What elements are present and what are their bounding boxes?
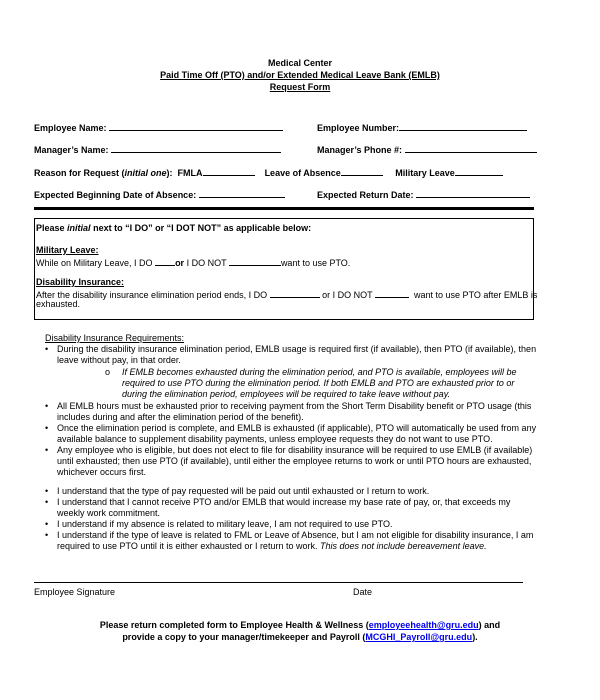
form-subtitle: Request Form <box>269 82 331 92</box>
disability-do-field[interactable] <box>270 288 320 298</box>
disability-election: After the disability insurance elimination period ends, I DO or I DO NOT want to use PTO after EMLB is <box>36 290 538 300</box>
section-divider <box>34 207 534 210</box>
manager-phone-row <box>317 143 537 156</box>
employee-name-row <box>34 121 283 134</box>
date-label: Date <box>353 587 373 597</box>
list-item: • All EMLB hours must be exhausted prior to receiving payment from the Short Term Disability benefit or PTO usage (this includes during and after the elimination period of the benefit). <box>45 401 532 422</box>
list-item: • I understand that I cannot receive PTO and/or EMLB that would increase my base rate of pay, or, that exceeds my weekly work commitment. <box>45 497 511 518</box>
employee-name-label: Employee Name: <box>34 123 107 133</box>
employee-number-field[interactable] <box>399 121 527 131</box>
fmla-label: FMLA <box>177 168 203 178</box>
employee-number-row <box>317 121 527 134</box>
list-item: • During the disability insurance elimination period, EMLB usage is required first (if available), then PTO (if available), then leave without pay, in that order. <box>45 344 537 365</box>
footer-line-1: Please return completed form to Employee Health & Wellness (employeehealth@gru.edu) and <box>99 620 501 630</box>
manager-phone-field[interactable] <box>405 143 537 153</box>
loa-label: Leave of Absence <box>264 168 341 178</box>
return-date-label: Expected Return Date: <box>317 190 414 200</box>
manager-name-row <box>34 143 281 156</box>
list-item: • Any employee who is eligible, but does not elect to file for disability insurance will be required to use EMLB (if available) until exhausted; then use PTO (if available), until either the employee returns to work or until PTO hours are exhausted, whichever occurs first. <box>45 445 533 477</box>
acknowledgements-list <box>34 486 539 552</box>
disability-heading: Disability Insurance: <box>36 277 125 287</box>
manager-name-field[interactable] <box>111 143 281 153</box>
fmla-field[interactable] <box>203 166 255 176</box>
disability-election-cont: exhausted. <box>36 299 81 309</box>
return-date-field[interactable] <box>416 188 530 198</box>
list-item: • Once the elimination period is complete, and EMLB is exhausted (if applicable), PTO will automatically be used from any available balance to supplement disability payments, unless employee requests they do not want to use PTO. <box>45 423 537 444</box>
requirements-heading: Disability Insurance Requirements: <box>45 333 185 343</box>
military-field[interactable] <box>455 166 503 176</box>
list-item: • I understand that the type of pay requested will be paid out until exhausted or I return to work. <box>45 486 430 496</box>
military-do-not-field[interactable] <box>229 256 281 266</box>
org-name: Medical Center <box>267 58 333 68</box>
requirements-list <box>34 344 539 478</box>
return-date-row <box>317 188 530 201</box>
footer-line-2: provide a copy to your manager/timekeeper and Payroll (MCGHI_Payroll@gru.edu). <box>122 632 478 642</box>
employee-number-label: Employee Number: <box>317 123 400 133</box>
military-heading: Military Leave: <box>36 245 99 255</box>
begin-date-row <box>34 188 285 201</box>
military-label: Military Leave <box>395 168 455 178</box>
loa-field[interactable] <box>341 166 383 176</box>
payroll-email-link[interactable]: MCGHI_Payroll@gru.edu <box>365 632 473 642</box>
disability-do-not-field[interactable] <box>375 288 409 298</box>
manager-name-label: Manager’s Name: <box>34 145 109 155</box>
list-item: • I understand if the type of leave is related to FML or Leave of Absence, but I am not eligible for disability insurance, I am required to use PTO until it is either exhausted or I return to work. This does not include bereavement leave. <box>45 530 534 551</box>
reason-row <box>34 166 503 179</box>
signature-label: Employee Signature <box>34 587 116 597</box>
begin-date-field[interactable] <box>199 188 285 198</box>
military-do-field[interactable] <box>155 256 175 266</box>
manager-phone-label: Manager’s Phone #: <box>317 145 403 155</box>
form-title: Paid Time Off (PTO) and/or Extended Medical Leave Bank (EMLB) <box>160 70 440 80</box>
employee-name-field[interactable] <box>109 121 283 131</box>
list-item: • I understand if my absence is related to military leave, I am not required to use PTO. <box>45 519 393 529</box>
employee-health-email-link[interactable]: employeehealth@gru.edu <box>368 620 479 630</box>
reason-label: Reason for Request (initial one): <box>34 168 173 178</box>
box-intro: Please initial next to “I DO” or “I DOT NOT” as applicable below: <box>36 223 312 233</box>
begin-date-label: Expected Beginning Date of Absence: <box>34 190 197 200</box>
list-subitem: o If EMLB becomes exhausted during the elimination period, and PTO is available, employees will be required to use PTO during the elimination period. If both EMLB and PTO are exhausted prior to or during the elimination period, employees will be required to take leave without pay. <box>105 367 517 399</box>
signature-line[interactable] <box>34 582 523 583</box>
military-election: While on Military Leave, I DO or I DO NOT want to use PTO. <box>36 258 351 268</box>
